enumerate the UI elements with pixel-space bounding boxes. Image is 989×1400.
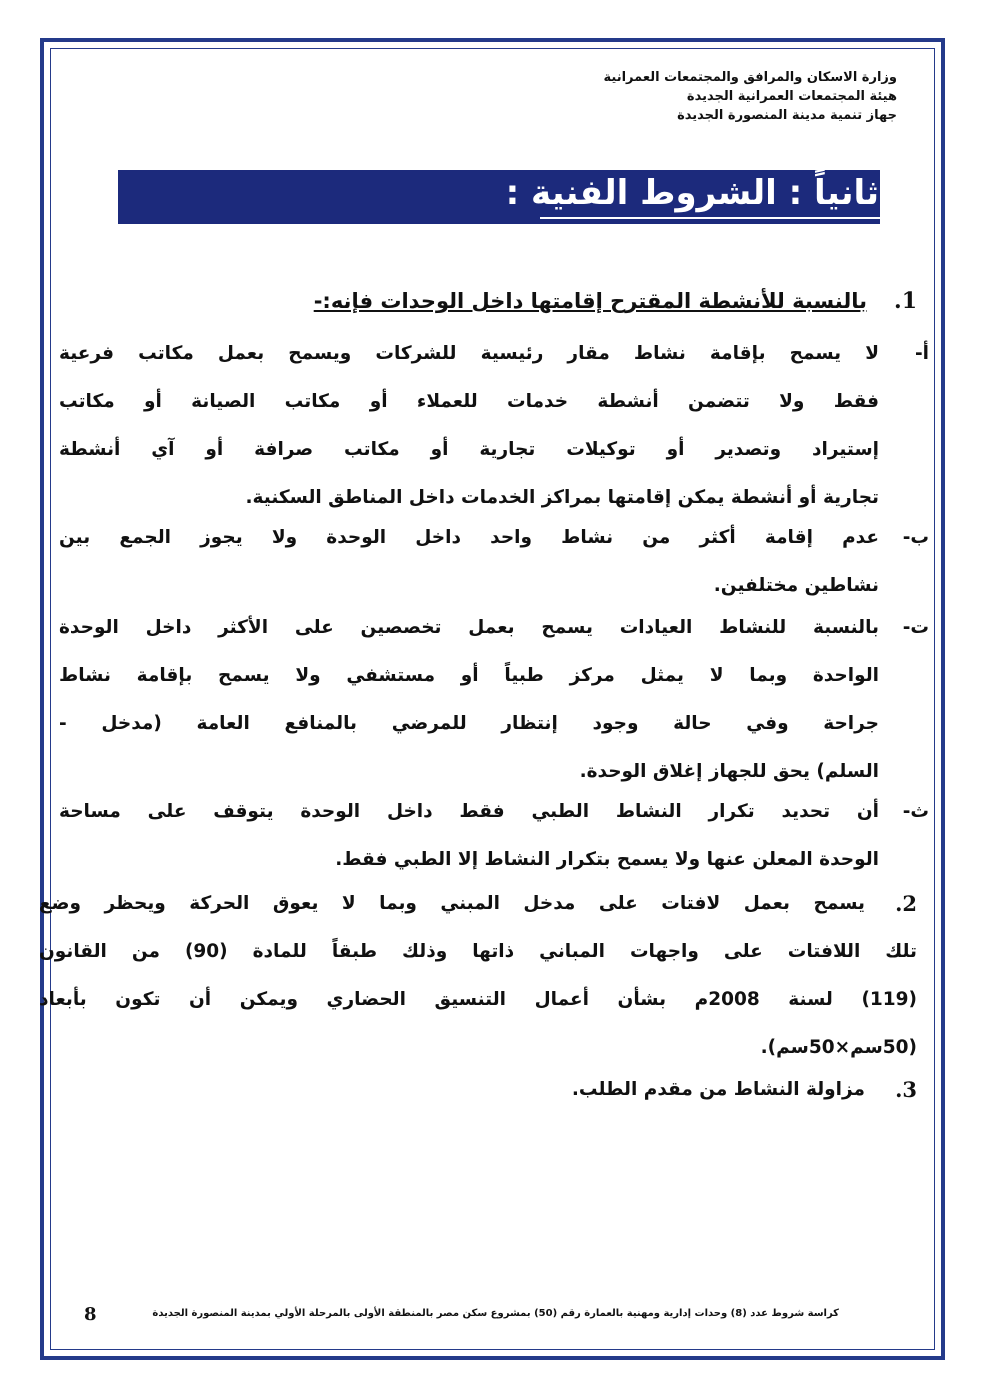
item-letter: ب- bbox=[902, 527, 929, 548]
page-footer bbox=[0, 1304, 989, 1330]
text-line: (119) لسنة 2008م بشأن أعمال التنسيق الحضاري ويمكن أن تكون بأبعاد bbox=[39, 989, 917, 1010]
section-3-text bbox=[39, 1066, 917, 1114]
header-authority: هيئة المجتمعات العمرانية الجديدة bbox=[686, 89, 897, 104]
text-line: تلك اللافتات على واجهات المباني ذاتها وذلك طبقاً للمادة (90) من القانون bbox=[39, 941, 917, 962]
text-line: بالنسبة للنشاط العيادات يسمح بعمل تخصصين على الأكثر داخل الوحدة bbox=[59, 617, 879, 638]
section-1-number: 1. bbox=[894, 288, 917, 314]
item-letter: أ- bbox=[914, 343, 929, 364]
section-1-heading bbox=[57, 280, 917, 322]
banner-underline bbox=[540, 217, 880, 219]
text-line: السلم) يحق للجهاز إغلاق الوحدة. bbox=[579, 761, 879, 782]
item-text bbox=[59, 330, 879, 522]
item-text bbox=[59, 604, 879, 796]
list-item bbox=[59, 604, 929, 796]
text-line: عدم إقامة أكثر من نشاط واحد داخل الوحدة ولا يجوز الجمع بين bbox=[59, 527, 879, 548]
item-letter: ث- bbox=[902, 801, 929, 822]
text-line: مزاولة النشاط من مقدم الطلب. bbox=[571, 1079, 865, 1100]
banner-title: ثانياً : الشروط الفنية : bbox=[505, 173, 879, 213]
text-line: تجارية أو أنشطة يمكن إقامتها بمراكز الخدمات داخل المناطق السكنية. bbox=[245, 487, 879, 508]
item-text bbox=[59, 514, 879, 610]
item-text bbox=[59, 788, 879, 884]
text-line: الواحدة وبما لا يمثل مركز طبياً أو مستشفي ولا يسمح بإقامة نشاط bbox=[59, 665, 879, 686]
text-line: لا يسمح بإقامة نشاط مقار رئيسية للشركات ويسمح بعمل مكاتب فرعية bbox=[59, 343, 879, 364]
footer-note: كراسة شروط عدد (8) وحدات إدارية ومهنية بالعمارة رقم (50) بمشروع سكن مصر بالمنطقة الأولى بالمرحلة الأولي بمدينة المنصورة الجديدة bbox=[152, 1308, 839, 1319]
section-2-text bbox=[39, 880, 917, 1072]
text-line: فقط ولا تتضمن أنشطة خدمات للعملاء أو مكاتب الصيانة أو مكاتب bbox=[59, 391, 879, 412]
text-line: الوحدة المعلن عنها ولا يسمح بتكرار النشاط إلا الطبي فقط. bbox=[335, 849, 879, 870]
text-line: إستيراد وتصدير أو توكيلات تجارية أو مكاتب صرافة أو آي أنشطة bbox=[59, 439, 879, 460]
page-number: 8 bbox=[84, 1304, 97, 1325]
text-line: نشاطين مختلفين. bbox=[713, 575, 879, 596]
list-item bbox=[59, 514, 929, 610]
text-line: أن تحديد تكرار النشاط الطبي فقط داخل الوحدة يتوقف على مساحة bbox=[59, 801, 879, 822]
text-line: (50سم×50سم). bbox=[760, 1037, 917, 1058]
header-ministry: وزارة الاسكان والمرافق والمجتمعات العمرانية bbox=[603, 70, 897, 85]
section-3-number: 3. bbox=[895, 1077, 917, 1102]
list-item bbox=[59, 330, 929, 522]
text-line: يسمح بعمل لافتات على مدخل المبني وبما لا يعوق الحركة ويحظر وضع bbox=[39, 893, 865, 914]
list-item bbox=[59, 788, 929, 884]
text-line: جراحة وفي حالة وجود إنتظار للمرضي بالمنافع العامة (مدخل - bbox=[59, 713, 879, 734]
section-1-title: بالنسبة للأنشطة المقترح إقامتها داخل الوحدات فإنه:- bbox=[313, 289, 867, 313]
section-2-number: 2. bbox=[895, 891, 917, 916]
item-letter: ت- bbox=[902, 617, 929, 638]
header-agency: جهاز تنمية مدينة المنصورة الجديدة bbox=[677, 108, 897, 123]
document-header bbox=[604, 68, 897, 125]
